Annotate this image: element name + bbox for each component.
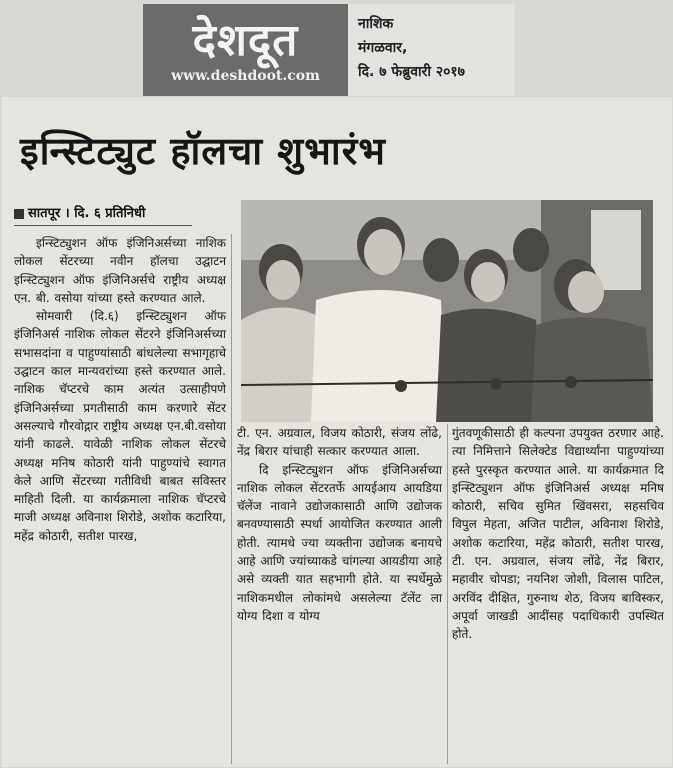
ribbon-cutting-photo <box>241 200 653 422</box>
article-column-3 <box>452 424 664 644</box>
newspaper-logo <box>143 4 348 96</box>
column-1-paragraph-2: सोमवारी (दि.६) इन्स्टिट्युशन ऑफ इंजिनिअर्स नाशिक लोकल सेंटरने इंजिनिअर्सच्या सभासदांना व पाहुण्यांसाठी बांधलेल्या सभागृहाचे उद्घाटन काल मान्यवरांच्या हस्ते करण्यात आले. नाशिक चॅप्टरचे काम अत्यंत उत्साहीपणे इंजिनिअर्सच्या प्रगतीसाठी काम करणारे सेंटर असल्याचे गौरवोद्गार राष्ट्रीय अध्यक्ष एन.बी.वसोया यांनी काढले. यावेळी नाशिक लोकल सेंटरचे अध्यक्ष मनिष कोठारी यांनी पाहुण्यांचे स्वागत केले आणि सेंटरच्या गतीविधी बाबत सविस्तर माहिती दिली. या कार्यक्रमाला नाशिक चॅप्टरचे माजी अध्यक्ष अविनाश शिरोडे, अशोक कटारिया, महेंद्र कोठारी, सतीश पारख, <box>14 309 226 543</box>
headline: इन्स्टिट्युट हॉलचा शुभारंभ <box>20 129 386 173</box>
logo-wordmark: देशदूत <box>192 15 299 66</box>
column-3-paragraph-1: गुंतवणूकीसाठी ही कल्पना उपयुक्त ठरणार आहे. त्या निमित्ताने सिलेक्टेड विद्यार्थ्यांना पाहुण्यांच्या हस्ते पुरस्कृत करण्यात आले. या कार्यक्रमात दि इन्स्टिट्युशन ऑफ इंजिनिअर्स अध्यक्ष मनिष कोठारी, सचिव सुमित खिंवसरा, सहसचिव विपुल मेहता, अजित पाटील, अविनाश शिरोडे, अशोक कटारिया, महेंद्र कोठारी, सतीश पारख, टी. एन. अग्रवाल, संजय लोंढे, नेंद्र बिरार, महावीर चोपडा; नयनिश जोशी, विलास पाटिल, अरविंद दीक्षित, गुरुनाथ शेठ, विजय बाविस्कर, अपूर्वा जाखडी आदींसह पदाधिकारी उपस्थित होते. <box>452 426 664 642</box>
column-1-paragraph-1: इन्स्टिट्युशन ऑफ इंजिनिअर्सच्या नाशिक लोकल सेंटरच्या नवीन हॉलचा उद्घाटन इन्स्टिट्युशन ऑफ इंजिनिअर्सचे राष्ट्रीय अध्यक्ष एन. बी. वसोया यांच्या हस्ते करण्यात आले. <box>14 236 226 305</box>
byline-text: सातपूर । दि. ६ प्रतिनिधी <box>28 206 146 221</box>
dateline-date: दि. ७ फेब्रुवारी २०१७ <box>358 64 465 80</box>
byline-bullet-icon <box>14 209 24 219</box>
dateline-weekday: मंगळवार, <box>358 40 408 56</box>
dateline <box>348 4 515 96</box>
column-2-paragraph-1: टी. एन. अग्रवाल, विजय कोठारी, संजय लोंढे, नेंद्र बिरार यांचाही सत्कार करण्यात आला. <box>237 426 442 459</box>
column-divider <box>447 424 448 764</box>
column-2-paragraph-2: दि इन्स्टिट्युशन ऑफ इंजिनिअर्सच्या नाशिक लोकल सेंटरतर्फे आयईआय आयडिया चॅलेंज नावाने उद्योजकासाठी आणि उद्योजक बनवण्यासाठी स्पर्धा आयोजित करण्यात आली होती. त्यामधे ज्या व्यक्तीना उद्योजक बनायचे आहे आणि ज्यांच्याकडे चांगल्या आयडीया आहे असे व्यक्ती यात सहभागी होते. या स्पर्धेमुळे नाशिकमधील लोकांमधे असलेल्या टॅलेंट ला योग्य दिशा व योग्य <box>237 462 442 623</box>
column-divider <box>231 234 232 764</box>
dateline-city: नाशिक <box>358 16 394 32</box>
masthead <box>143 4 515 96</box>
byline <box>14 203 192 226</box>
logo-url: www.deshdoot.com <box>171 68 320 84</box>
article-column-1 <box>14 234 226 545</box>
article-column-2 <box>237 424 442 625</box>
event-photo <box>241 200 653 422</box>
